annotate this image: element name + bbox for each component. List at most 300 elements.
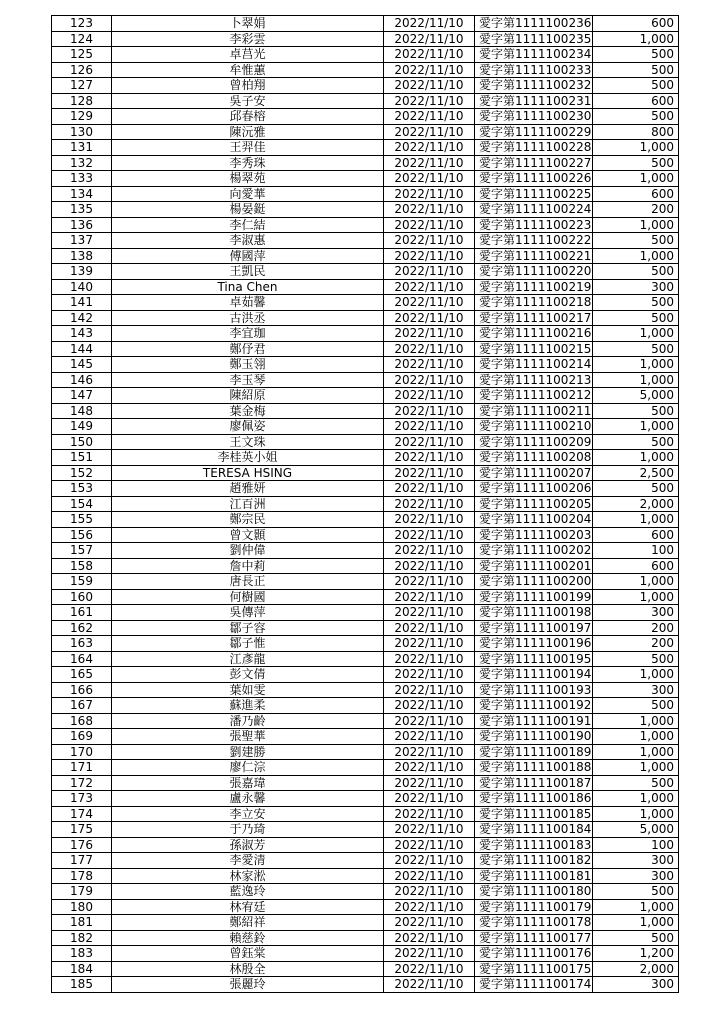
row-number: 135 — [52, 202, 112, 218]
donation-date: 2022/11/10 — [384, 186, 475, 202]
table-row — [52, 295, 679, 311]
donation-table — [51, 15, 679, 993]
table-row — [52, 620, 679, 636]
donor-name: 卜翠娟 — [112, 16, 384, 32]
donor-name: 賴慈鈴 — [112, 930, 384, 946]
receipt-number: 愛字第1111100229 — [475, 124, 593, 140]
table-row — [52, 419, 679, 435]
donor-name: 邱春榕 — [112, 109, 384, 125]
table-row — [52, 155, 679, 171]
donation-amount: 1,000 — [593, 915, 679, 931]
table-row — [52, 279, 679, 295]
donation-amount: 2,000 — [593, 496, 679, 512]
donor-name: 江百洲 — [112, 496, 384, 512]
row-number: 179 — [52, 884, 112, 900]
receipt-number: 愛字第1111100221 — [475, 248, 593, 264]
donation-amount: 1,000 — [593, 31, 679, 47]
donation-amount: 1,000 — [593, 248, 679, 264]
donation-amount: 500 — [593, 155, 679, 171]
donor-name: 李宜珈 — [112, 326, 384, 342]
table-row — [52, 527, 679, 543]
row-number: 162 — [52, 620, 112, 636]
donation-amount: 500 — [593, 884, 679, 900]
donation-amount: 100 — [593, 837, 679, 853]
donation-date: 2022/11/10 — [384, 341, 475, 357]
row-number: 160 — [52, 589, 112, 605]
row-number: 182 — [52, 930, 112, 946]
receipt-number: 愛字第1111100224 — [475, 202, 593, 218]
donor-name: 李秀珠 — [112, 155, 384, 171]
row-number: 140 — [52, 279, 112, 295]
donation-date: 2022/11/10 — [384, 682, 475, 698]
table-row — [52, 651, 679, 667]
donation-date: 2022/11/10 — [384, 217, 475, 233]
donor-name: 曾文顥 — [112, 527, 384, 543]
row-number: 137 — [52, 233, 112, 249]
receipt-number: 愛字第1111100236 — [475, 16, 593, 32]
receipt-number: 愛字第1111100223 — [475, 217, 593, 233]
donation-amount: 500 — [593, 698, 679, 714]
receipt-number: 愛字第1111100214 — [475, 357, 593, 373]
table-row — [52, 589, 679, 605]
donor-name: 林宥廷 — [112, 899, 384, 915]
receipt-number: 愛字第1111100177 — [475, 930, 593, 946]
receipt-number: 愛字第1111100212 — [475, 388, 593, 404]
row-number: 144 — [52, 341, 112, 357]
donation-date: 2022/11/10 — [384, 295, 475, 311]
donation-amount: 1,000 — [593, 171, 679, 187]
donation-date: 2022/11/10 — [384, 543, 475, 559]
table-row — [52, 357, 679, 373]
donation-amount: 1,000 — [593, 589, 679, 605]
receipt-number: 愛字第1111100220 — [475, 264, 593, 280]
donation-date: 2022/11/10 — [384, 202, 475, 218]
row-number: 128 — [52, 93, 112, 109]
donation-date: 2022/11/10 — [384, 388, 475, 404]
donation-amount: 5,000 — [593, 388, 679, 404]
receipt-number: 愛字第1111100230 — [475, 109, 593, 125]
table-row — [52, 372, 679, 388]
donor-name: 唐長正 — [112, 574, 384, 590]
donation-amount: 500 — [593, 109, 679, 125]
row-number: 146 — [52, 372, 112, 388]
donor-name: 楊晏鋌 — [112, 202, 384, 218]
row-number: 163 — [52, 636, 112, 652]
row-number: 180 — [52, 899, 112, 915]
receipt-number: 愛字第1111100199 — [475, 589, 593, 605]
donation-amount: 1,000 — [593, 791, 679, 807]
donation-amount: 1,000 — [593, 713, 679, 729]
table-row — [52, 853, 679, 869]
receipt-number: 愛字第1111100181 — [475, 868, 593, 884]
donor-name: 鄭紹祥 — [112, 915, 384, 931]
donation-date: 2022/11/10 — [384, 961, 475, 977]
receipt-number: 愛字第1111100190 — [475, 729, 593, 745]
row-number: 158 — [52, 558, 112, 574]
table-row — [52, 310, 679, 326]
donor-name: 張聖華 — [112, 729, 384, 745]
row-number: 133 — [52, 171, 112, 187]
table-row — [52, 636, 679, 652]
donation-date: 2022/11/10 — [384, 636, 475, 652]
donation-date: 2022/11/10 — [384, 62, 475, 78]
receipt-number: 愛字第1111100196 — [475, 636, 593, 652]
donation-date: 2022/11/10 — [384, 419, 475, 435]
donation-amount: 1,200 — [593, 946, 679, 962]
donation-date: 2022/11/10 — [384, 47, 475, 63]
donor-name: 劉建勝 — [112, 744, 384, 760]
donation-date: 2022/11/10 — [384, 357, 475, 373]
donor-name: 林殷全 — [112, 961, 384, 977]
receipt-number: 愛字第1111100192 — [475, 698, 593, 714]
donation-amount: 1,000 — [593, 899, 679, 915]
row-number: 183 — [52, 946, 112, 962]
row-number: 173 — [52, 791, 112, 807]
donor-name: 張麗玲 — [112, 977, 384, 993]
donation-amount: 500 — [593, 651, 679, 667]
row-number: 167 — [52, 698, 112, 714]
donor-name: 蘇進柔 — [112, 698, 384, 714]
donation-amount: 600 — [593, 558, 679, 574]
donation-date: 2022/11/10 — [384, 977, 475, 993]
donation-amount: 300 — [593, 853, 679, 869]
table-row — [52, 233, 679, 249]
row-number: 134 — [52, 186, 112, 202]
table-row — [52, 62, 679, 78]
receipt-number: 愛字第1111100219 — [475, 279, 593, 295]
table-row — [52, 248, 679, 264]
row-number: 156 — [52, 527, 112, 543]
row-number: 161 — [52, 605, 112, 621]
donor-name: 張嘉瑋 — [112, 775, 384, 791]
donor-name: 曾鈺棠 — [112, 946, 384, 962]
donation-date: 2022/11/10 — [384, 140, 475, 156]
row-number: 154 — [52, 496, 112, 512]
table-row — [52, 450, 679, 466]
table-row — [52, 388, 679, 404]
donation-date: 2022/11/10 — [384, 651, 475, 667]
donation-amount: 200 — [593, 620, 679, 636]
donation-amount: 2,500 — [593, 465, 679, 481]
donation-date: 2022/11/10 — [384, 744, 475, 760]
donation-date: 2022/11/10 — [384, 16, 475, 32]
donation-date: 2022/11/10 — [384, 78, 475, 94]
donation-date: 2022/11/10 — [384, 264, 475, 280]
donation-date: 2022/11/10 — [384, 233, 475, 249]
row-number: 139 — [52, 264, 112, 280]
receipt-number: 愛字第1111100203 — [475, 527, 593, 543]
receipt-number: 愛字第1111100194 — [475, 667, 593, 683]
receipt-number: 愛字第1111100210 — [475, 419, 593, 435]
donation-amount: 1,000 — [593, 419, 679, 435]
receipt-number: 愛字第1111100174 — [475, 977, 593, 993]
row-number: 130 — [52, 124, 112, 140]
table-row — [52, 667, 679, 683]
row-number: 166 — [52, 682, 112, 698]
donation-amount: 500 — [593, 78, 679, 94]
row-number: 176 — [52, 837, 112, 853]
donation-amount: 300 — [593, 279, 679, 295]
donation-amount: 500 — [593, 775, 679, 791]
donation-date: 2022/11/10 — [384, 155, 475, 171]
donor-name: 楊翠苑 — [112, 171, 384, 187]
receipt-number: 愛字第1111100188 — [475, 760, 593, 776]
row-number: 181 — [52, 915, 112, 931]
table-row — [52, 326, 679, 342]
row-number: 125 — [52, 47, 112, 63]
donation-amount: 5,000 — [593, 822, 679, 838]
table-row — [52, 961, 679, 977]
table-row — [52, 698, 679, 714]
donor-name: 李玉琴 — [112, 372, 384, 388]
table-row — [52, 124, 679, 140]
row-number: 184 — [52, 961, 112, 977]
donation-date: 2022/11/10 — [384, 434, 475, 450]
donor-name: 廖佩姿 — [112, 419, 384, 435]
donation-list-page — [51, 15, 678, 993]
donation-amount: 500 — [593, 310, 679, 326]
donation-date: 2022/11/10 — [384, 899, 475, 915]
donation-date: 2022/11/10 — [384, 775, 475, 791]
table-row — [52, 465, 679, 481]
table-row — [52, 760, 679, 776]
receipt-number: 愛字第1111100231 — [475, 93, 593, 109]
row-number: 175 — [52, 822, 112, 838]
receipt-number: 愛字第1111100176 — [475, 946, 593, 962]
donation-date: 2022/11/10 — [384, 837, 475, 853]
donation-amount: 600 — [593, 93, 679, 109]
donor-name: 吳傳萍 — [112, 605, 384, 621]
row-number: 147 — [52, 388, 112, 404]
table-row — [52, 574, 679, 590]
row-number: 174 — [52, 806, 112, 822]
table-row — [52, 946, 679, 962]
table-row — [52, 31, 679, 47]
row-number: 136 — [52, 217, 112, 233]
donation-amount: 1,000 — [593, 217, 679, 233]
receipt-number: 愛字第1111100226 — [475, 171, 593, 187]
row-number: 177 — [52, 853, 112, 869]
receipt-number: 愛字第1111100206 — [475, 481, 593, 497]
row-number: 131 — [52, 140, 112, 156]
donation-date: 2022/11/10 — [384, 310, 475, 326]
donation-date: 2022/11/10 — [384, 31, 475, 47]
donor-name: 曾柏翔 — [112, 78, 384, 94]
row-number: 165 — [52, 667, 112, 683]
receipt-number: 愛字第1111100217 — [475, 310, 593, 326]
row-number: 152 — [52, 465, 112, 481]
donor-name: 葉如雯 — [112, 682, 384, 698]
row-number: 171 — [52, 760, 112, 776]
donor-name: 卓莒光 — [112, 47, 384, 63]
donation-amount: 800 — [593, 124, 679, 140]
donation-amount: 600 — [593, 16, 679, 32]
row-number: 142 — [52, 310, 112, 326]
table-row — [52, 884, 679, 900]
receipt-number: 愛字第1111100207 — [475, 465, 593, 481]
donation-date: 2022/11/10 — [384, 822, 475, 838]
donation-date: 2022/11/10 — [384, 512, 475, 528]
donation-amount: 300 — [593, 977, 679, 993]
table-row — [52, 434, 679, 450]
donor-name: 鄒子容 — [112, 620, 384, 636]
row-number: 124 — [52, 31, 112, 47]
table-row — [52, 512, 679, 528]
receipt-number: 愛字第1111100205 — [475, 496, 593, 512]
donation-date: 2022/11/10 — [384, 713, 475, 729]
receipt-number: 愛字第1111100175 — [475, 961, 593, 977]
table-row — [52, 558, 679, 574]
donor-name: 王凱民 — [112, 264, 384, 280]
receipt-number: 愛字第1111100232 — [475, 78, 593, 94]
donor-name: 李淑惠 — [112, 233, 384, 249]
receipt-number: 愛字第1111100178 — [475, 915, 593, 931]
donor-name: 牟惟蕙 — [112, 62, 384, 78]
donation-date: 2022/11/10 — [384, 760, 475, 776]
receipt-number: 愛字第1111100191 — [475, 713, 593, 729]
donation-amount: 1,000 — [593, 450, 679, 466]
donation-amount: 200 — [593, 202, 679, 218]
table-row — [52, 47, 679, 63]
donation-amount: 300 — [593, 605, 679, 621]
receipt-number: 愛字第1111100218 — [475, 295, 593, 311]
donation-date: 2022/11/10 — [384, 465, 475, 481]
donation-amount: 1,000 — [593, 140, 679, 156]
row-number: 178 — [52, 868, 112, 884]
receipt-number: 愛字第1111100180 — [475, 884, 593, 900]
donor-name: 何樹國 — [112, 589, 384, 605]
donor-name: 傅國萍 — [112, 248, 384, 264]
donation-date: 2022/11/10 — [384, 853, 475, 869]
donation-date: 2022/11/10 — [384, 527, 475, 543]
donor-name: 盧永馨 — [112, 791, 384, 807]
donation-amount: 1,000 — [593, 512, 679, 528]
donor-name: 鄭玉翎 — [112, 357, 384, 373]
donor-name: 李立安 — [112, 806, 384, 822]
donor-name: 鄒子惟 — [112, 636, 384, 652]
table-row — [52, 682, 679, 698]
donation-date: 2022/11/10 — [384, 326, 475, 342]
receipt-number: 愛字第1111100202 — [475, 543, 593, 559]
donation-amount: 1,000 — [593, 326, 679, 342]
donation-date: 2022/11/10 — [384, 171, 475, 187]
table-row — [52, 264, 679, 280]
donation-amount: 2,000 — [593, 961, 679, 977]
donor-name: 卓茹馨 — [112, 295, 384, 311]
receipt-number: 愛字第1111100228 — [475, 140, 593, 156]
table-row — [52, 341, 679, 357]
donor-name: 李桂英小姐 — [112, 450, 384, 466]
row-number: 141 — [52, 295, 112, 311]
donation-date: 2022/11/10 — [384, 403, 475, 419]
table-body — [52, 16, 679, 993]
row-number: 151 — [52, 450, 112, 466]
receipt-number: 愛字第1111100182 — [475, 853, 593, 869]
table-row — [52, 605, 679, 621]
receipt-number: 愛字第1111100195 — [475, 651, 593, 667]
row-number: 153 — [52, 481, 112, 497]
donation-amount: 600 — [593, 186, 679, 202]
donor-name: 葉金梅 — [112, 403, 384, 419]
donation-date: 2022/11/10 — [384, 450, 475, 466]
donation-amount: 1,000 — [593, 744, 679, 760]
donation-date: 2022/11/10 — [384, 109, 475, 125]
donation-date: 2022/11/10 — [384, 279, 475, 295]
donation-date: 2022/11/10 — [384, 884, 475, 900]
donation-date: 2022/11/10 — [384, 946, 475, 962]
receipt-number: 愛字第1111100197 — [475, 620, 593, 636]
donor-name: 向愛華 — [112, 186, 384, 202]
receipt-number: 愛字第1111100198 — [475, 605, 593, 621]
receipt-number: 愛字第1111100227 — [475, 155, 593, 171]
receipt-number: 愛字第1111100233 — [475, 62, 593, 78]
row-number: 129 — [52, 109, 112, 125]
donor-name: 潘乃齡 — [112, 713, 384, 729]
donation-amount: 300 — [593, 868, 679, 884]
donation-amount: 500 — [593, 341, 679, 357]
receipt-number: 愛字第1111100179 — [475, 899, 593, 915]
donor-name: 古洪丞 — [112, 310, 384, 326]
row-number: 149 — [52, 419, 112, 435]
receipt-number: 愛字第1111100184 — [475, 822, 593, 838]
donor-name: 趙雅妍 — [112, 481, 384, 497]
donor-name: 江彥龍 — [112, 651, 384, 667]
donor-name: 王羿佳 — [112, 140, 384, 156]
table-row — [52, 140, 679, 156]
donor-name: 詹中莉 — [112, 558, 384, 574]
table-row — [52, 837, 679, 853]
row-number: 132 — [52, 155, 112, 171]
table-row — [52, 775, 679, 791]
donation-date: 2022/11/10 — [384, 124, 475, 140]
table-row — [52, 868, 679, 884]
receipt-number: 愛字第1111100193 — [475, 682, 593, 698]
row-number: 157 — [52, 543, 112, 559]
row-number: 127 — [52, 78, 112, 94]
receipt-number: 愛字第1111100204 — [475, 512, 593, 528]
table-row — [52, 171, 679, 187]
donor-name: 彭文倩 — [112, 667, 384, 683]
donation-date: 2022/11/10 — [384, 729, 475, 745]
receipt-number: 愛字第1111100235 — [475, 31, 593, 47]
table-row — [52, 481, 679, 497]
donor-name: 陳紹原 — [112, 388, 384, 404]
table-row — [52, 806, 679, 822]
row-number: 169 — [52, 729, 112, 745]
donor-name: 吳子安 — [112, 93, 384, 109]
row-number: 159 — [52, 574, 112, 590]
receipt-number: 愛字第1111100215 — [475, 341, 593, 357]
donation-amount: 500 — [593, 62, 679, 78]
table-row — [52, 93, 679, 109]
table-row — [52, 977, 679, 993]
donation-date: 2022/11/10 — [384, 496, 475, 512]
table-row — [52, 186, 679, 202]
donation-date: 2022/11/10 — [384, 248, 475, 264]
donation-date: 2022/11/10 — [384, 574, 475, 590]
donation-date: 2022/11/10 — [384, 589, 475, 605]
table-row — [52, 729, 679, 745]
donor-name: 藍逸玲 — [112, 884, 384, 900]
table-row — [52, 202, 679, 218]
donor-name: 劉仲偉 — [112, 543, 384, 559]
table-row — [52, 899, 679, 915]
receipt-number: 愛字第1111100208 — [475, 450, 593, 466]
receipt-number: 愛字第1111100185 — [475, 806, 593, 822]
donor-name: 于乃琦 — [112, 822, 384, 838]
donor-name: 王文珠 — [112, 434, 384, 450]
donation-amount: 1,000 — [593, 372, 679, 388]
